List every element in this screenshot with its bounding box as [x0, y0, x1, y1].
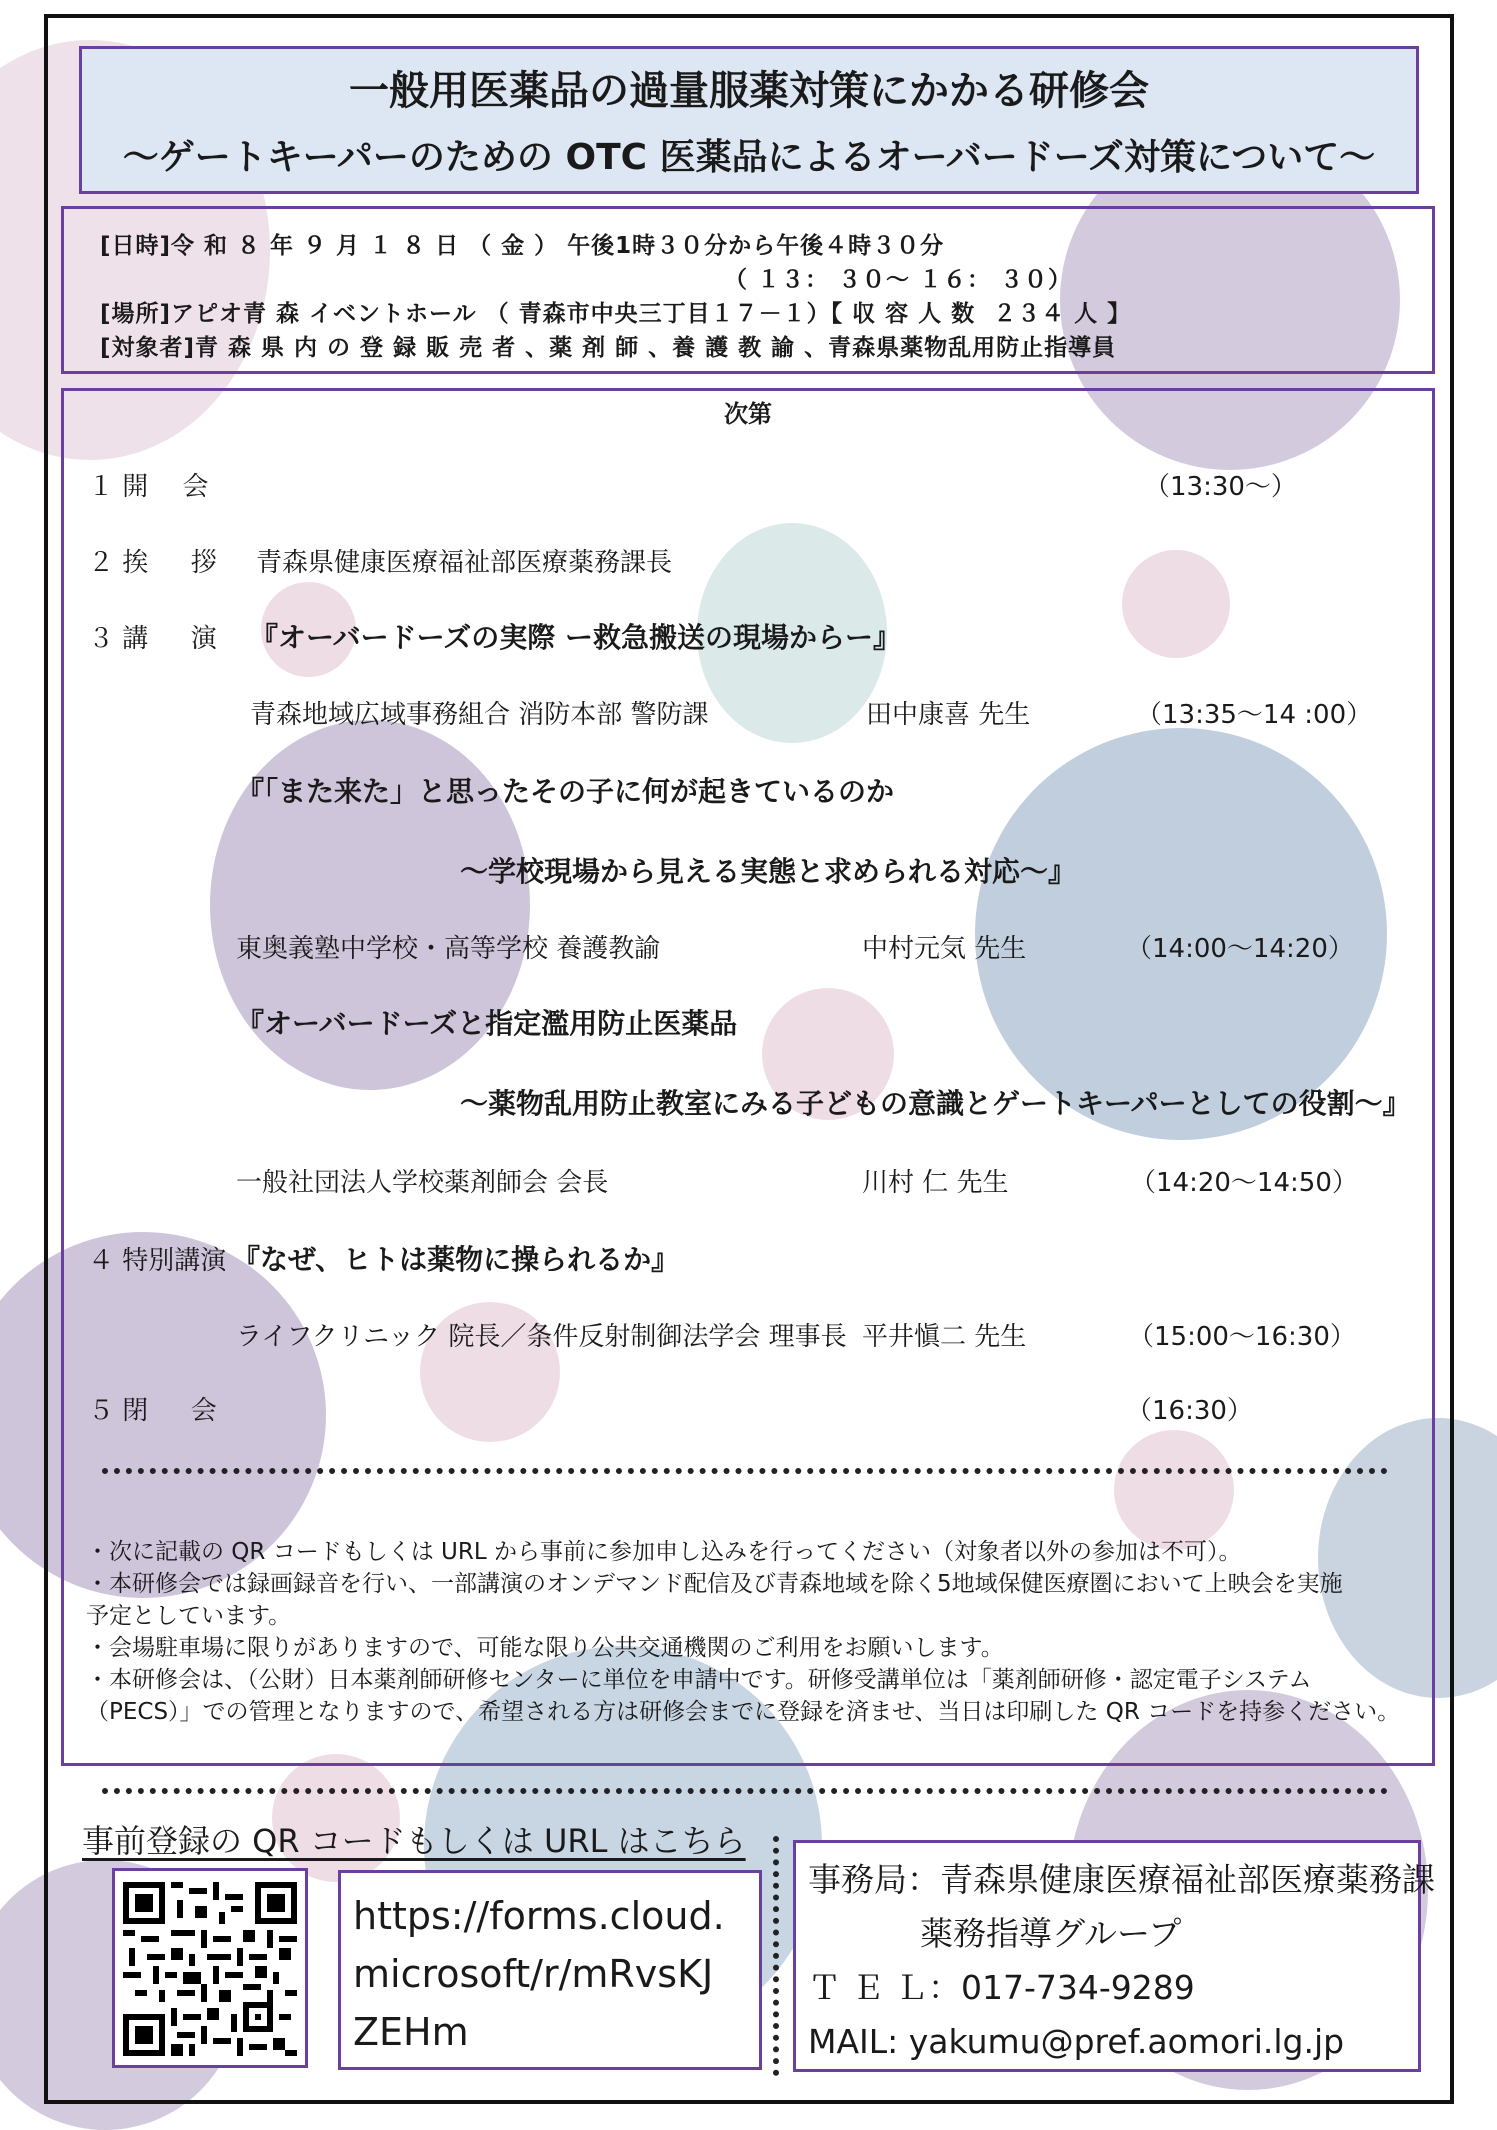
program-item-special-label: ４ 特別講演: [88, 1246, 227, 1276]
program-item-lecture-label: ３ 講 演: [88, 624, 217, 654]
program-item-opening-label: １ 開 会: [88, 472, 209, 502]
office-contact: [808, 1853, 1435, 2069]
lecture1-title: 『オーバードーズの実際 ー救急搬送の現場からー』: [250, 621, 901, 654]
event-info-box: [61, 206, 1435, 374]
special-lecture-title: 『なぜ、ヒトは薬物に操られるか』: [232, 1243, 680, 1276]
event-datetime: [日時]令 和 ８ 年 ９ 月 １ ８ 日 （ 金 ） 午後1時３０分から午後４時３０分: [100, 233, 945, 259]
note-line-4: ・会場駐車場に限りがありますので、可能な限り公共交通機関のご利用をお願いします。: [86, 1635, 1004, 1661]
special-lecture-speaker: 平井愼二 先生: [862, 1322, 1027, 1352]
url-line-1[interactable]: https://forms.cloud.: [353, 1894, 725, 1938]
url-line-3[interactable]: ZEHm: [353, 2010, 469, 2054]
event-target: [対象者]青 森 県 内 の 登 録 販 売 者 、薬 剤 師 、養 護 教 諭 、青森県薬物乱用防止指導員: [100, 335, 1117, 361]
qr-code-box[interactable]: [112, 1868, 308, 2068]
lecture3-time: （14:20～14:50）: [1130, 1168, 1358, 1198]
office-mail[interactable]: MAIL: yakumu@pref.aomori.lg.jp: [808, 2022, 1345, 2061]
url-line-2[interactable]: microsoft/r/mRvsKJ: [353, 1952, 714, 1996]
program-heading: 次第: [724, 400, 772, 428]
lecture3-title-line2: ～薬物乱用防止教室にみる子どもの意識とゲートキーパーとしての役割～』: [460, 1087, 1411, 1120]
program-separator: [102, 1468, 1388, 1474]
special-lecture-org: ライフクリニック 院長／条件反射制御法学会 理事長: [236, 1322, 847, 1352]
program-item-closing-time: （16:30）: [1126, 1396, 1253, 1426]
office-name: 事務局：青森県健康医療福祉部医療薬務課: [808, 1860, 1435, 1899]
page-title: 一般用医薬品の過量服薬対策にかかる研修会: [349, 68, 1149, 114]
registration-divider: [773, 1836, 779, 2076]
program-item-opening-time: （13:30～）: [1144, 472, 1297, 502]
page-subtitle: ～ゲートキーパーのための OTC 医薬品によるオーバードーズ対策について～: [122, 137, 1376, 178]
title-box: [79, 46, 1419, 194]
lecture2-title-line2: ～学校現場から見える実態と求められる対応～』: [460, 855, 1077, 888]
office-group: 薬務指導グループ: [920, 1914, 1182, 1953]
office-contact-box: [793, 1840, 1435, 2072]
note-line-5: ・本研修会は、（公財）日本薬剤師研修センターに単位を申請中です。研修受講単位は「薬剤師研修・認定電子システム: [86, 1667, 1312, 1693]
lecture3-org: 一般社団法人学校薬剤師会 会長: [236, 1168, 609, 1198]
registration-heading: 事前登録の QR コードもしくは URL はこちら: [82, 1822, 746, 1860]
note-line-6: （PECS）」での管理となりますので、希望される方は研修会までに登録を済ませ、当日は印刷した QR コードを持参ください。: [86, 1699, 1401, 1725]
registration-url-box[interactable]: [338, 1870, 762, 2070]
lecture3-speaker: 川村 仁 先生: [862, 1168, 1009, 1198]
lecture2-title-line1: 『「また来た」と思ったその子に何が起きているのか: [236, 775, 895, 808]
lecture2-speaker: 中村元気 先生: [862, 934, 1027, 964]
note-line-3: 予定としています。: [86, 1603, 292, 1629]
lecture1-org: 青森地域広域事務組合 消防本部 警防課: [250, 700, 709, 730]
lecture1-speaker: 田中康喜 先生: [866, 700, 1031, 730]
note-line-2: ・本研修会では録画録音を行い、一部講演のオンデマンド配信及び青森地域を除く5地域保健医療圏において上映会を実施: [86, 1571, 1343, 1597]
note-line-1: ・次に記載の QR コードもしくは URL から事前に参加申し込みを行ってください（対象者以外の参加は不可）。: [86, 1539, 1242, 1565]
registration-url[interactable]: [353, 1887, 725, 2061]
qr-code-icon[interactable]: [123, 1879, 297, 2059]
lecture1-time: （13:35～14 :00）: [1136, 700, 1373, 730]
program-item-greeting-speaker: 青森県健康医療福祉部医療薬務課長: [256, 548, 673, 578]
lecture2-time: （14:00～14:20）: [1126, 934, 1354, 964]
registration-separator: [102, 1788, 1388, 1794]
special-lecture-time: （15:00～16:30）: [1128, 1322, 1356, 1352]
event-time-range: （ １３： ３０～ １６： ３０）: [724, 267, 1073, 293]
lecture2-org: 東奥義塾中学校・高等学校 養護教諭: [236, 934, 661, 964]
program-item-greeting-label: ２ 挨 拶: [88, 548, 217, 578]
lecture3-title-line1: 『オーバードーズと指定濫用防止医薬品: [236, 1007, 738, 1040]
office-tel: Ｔ Ｅ Ｌ：017-734-9289: [808, 1968, 1195, 2007]
event-place: [場所]アピオ青 森 イベントホール （ 青森市中央三丁目１７－１）【 収 容 人 数 ２３４ 人 】: [100, 301, 1132, 327]
program-item-closing-label: ５ 閉 会: [88, 1396, 217, 1426]
